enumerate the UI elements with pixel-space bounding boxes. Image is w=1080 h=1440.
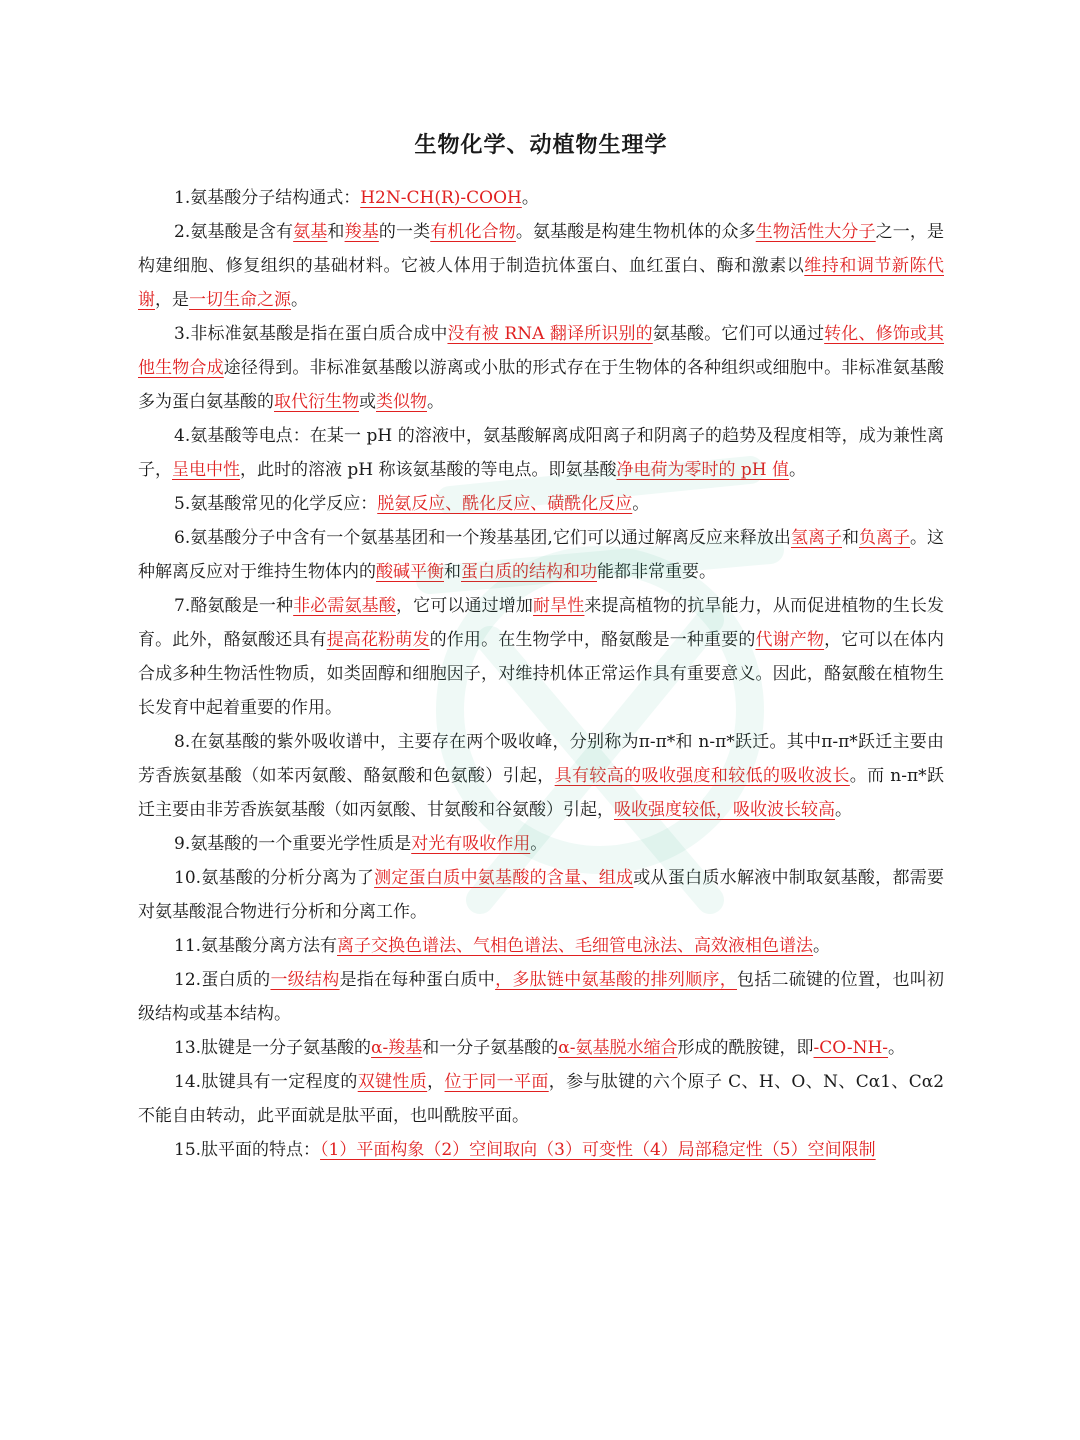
item-number: 7. [174,596,191,616]
item-text: 。 [427,392,444,412]
item-number: 3. [174,324,191,344]
item-number: 4. [174,426,191,446]
highlighted-answer: 净电荷为零时的 pH 值 [616,460,790,480]
item-text: 肽键是一分子氨基酸的 [201,1038,372,1058]
item-number: 8. [174,732,191,752]
item-text: ，它可以在体内合成多种生物活性物质，如类固醇和细胞因子，对维持机体正常运作具有重要意义。因此，酪氨酸在植物生长发育中起着重要的作用。 [138,630,945,718]
item-text: 形成的酰胺键，即 [677,1038,814,1058]
item-text: 氨基酸。它们可以通过 [652,324,825,344]
item-number: 9. [174,834,191,854]
item-text: 。 [521,188,539,208]
item-text: 肽键具有一定程度的 [201,1072,358,1092]
item-text: 和 [841,528,859,548]
highlighted-answer: 耐旱性 [533,596,585,616]
document-page [138,128,944,1167]
highlighted-answer: 提高花粉萌发 [326,630,430,650]
item-text: ，是 [155,290,189,310]
item-text: 。 [835,800,852,820]
list-item [138,521,944,589]
list-item [138,215,944,317]
list-item [138,419,944,487]
highlighted-answer: 一切生命之源 [189,290,291,310]
highlighted-answer: 负离子 [858,528,911,548]
item-text: 是指在每种蛋白质中 [339,970,496,990]
highlighted-answer: 呈电中性 [172,460,240,480]
highlighted-answer: H2N-CH(R)-COOH [360,188,522,208]
item-text: 非标准氨基酸是指在蛋白质合成中 [190,324,448,344]
list-item [138,1031,944,1065]
list-item [138,589,944,725]
highlighted-answer: 脱氨反应、酰化反应、磺酰化反应 [377,494,633,514]
document-title: 生物化学、动植物生理学 [414,132,668,158]
item-text: ，参与肽键的六个原子 C、H、O、N、Cα1、Cα2 不能自由转动，此平面就是肽平面，也叫酰胺平面。 [138,1072,945,1126]
item-text: 包括二硫键的位置，也叫初级结构或基本结构。 [138,970,945,1024]
item-text: 来提高植物的抗旱能力，从而促进植物的生长发育。此外，酪氨酸还具有 [138,596,945,650]
list-item [138,929,944,963]
highlighted-answer: 蛋白质的结构和功 [461,562,597,582]
highlighted-answer: 转化、修饰或其他生物合成 [138,324,945,378]
item-number: 14. [174,1072,202,1092]
item-text: 的一类 [378,222,431,242]
item-text: 氨基酸的分析分离为了 [201,868,375,888]
highlighted-answer: ，多肽链中氨基酸的排列顺序， [495,970,737,990]
list-item [138,1065,944,1133]
item-text: 。而 n-π*跃迁主要由非芳香族氨基酸（如丙氨酸、甘氨酸和谷氨酸）引起， [138,766,945,820]
item-text: 。 [888,1038,906,1058]
highlighted-answer: 酸碱平衡 [376,562,444,582]
item-text: 能都非常重要。 [597,562,716,582]
item-text: 酪氨酸是一种 [190,596,294,616]
highlighted-answer: 羧基 [344,222,379,242]
item-text: 氨基酸等电点：在某一 pH 的溶液中，氨基酸解离成阳离子和阴离子的趋势及程度相等，成为兼性离子， [138,426,944,480]
highlighted-answer: -CO-NH- [813,1038,889,1058]
item-text: 。 [789,460,807,480]
item-number: 5. [174,494,191,514]
highlighted-answer: 位于同一平面 [444,1072,549,1092]
item-text: 或 [359,392,376,412]
list-item [138,487,944,521]
list-item [138,963,944,1031]
item-text: 在氨基酸的紫外吸收谱中，主要存在两个吸收峰，分别称为π-π*和 n-π*跃迁。其中π-π*跃迁主要由芳香族氨基酸（如苯丙氨酸、酪氨酸和色氨酸）引起， [138,732,944,786]
item-list [138,181,944,1167]
item-text: 氨基酸的一个重要光学性质是 [190,834,412,854]
item-text: 氨基酸分子中含有一个氨基基团和一个羧基基团,它们可以通过解离反应来释放出 [190,528,791,548]
item-number: 6. [174,528,191,548]
item-number: 1. [174,188,191,208]
item-text: 蛋白质的 [201,970,271,990]
item-text: 氨基酸分离方法有 [201,936,338,956]
list-item [138,317,944,419]
highlighted-answer: 吸收强度较低，吸收波长较高 [614,800,835,820]
item-text: 肽平面的特点： [201,1140,321,1160]
highlighted-answer: 类似物 [376,392,427,412]
item-text: 氨基酸常见的化学反应： [190,494,378,514]
highlighted-answer: 生物活性大分子 [755,222,876,242]
item-text: 之一，是构建细胞、修复组织的基础材料。它被人体用于制造抗体蛋白、血红蛋白、酶和激素以 [138,222,945,276]
highlighted-answer: 具有较高的吸收强度和较低的吸收波长 [554,766,850,786]
highlighted-answer: 一级结构 [270,970,340,990]
item-text: 。这种解离反应对于维持生物体内的 [138,528,945,582]
item-text: ，此时的溶液 pH 称该氨基酸的等电点。即氨基酸 [240,460,617,480]
highlighted-answer: 测定蛋白质中氨基酸的含量、组成 [374,868,634,888]
highlighted-answer: （1）平面构象（2）空间取向（3）可变性（4）局部稳定性（5）空间限制 [320,1140,876,1160]
highlighted-answer: 双键性质 [357,1072,428,1092]
highlighted-answer: α-氨基脱水缩合 [558,1038,678,1058]
item-text: 氨基酸是含有 [190,222,294,242]
item-text: 和 [327,222,345,242]
highlighted-answer: 代谢产物 [755,630,825,650]
item-number: 12. [174,970,202,990]
highlighted-answer: 离子交换色谱法、气相色谱法、毛细管电泳法、高效液相色谱法 [337,936,814,956]
list-item [138,827,944,861]
item-number: 11. [174,936,202,956]
item-text: 。 [291,290,308,310]
highlighted-answer: α-羧基 [371,1038,423,1058]
list-item [138,1133,944,1167]
highlighted-answer: 非必需氨基酸 [293,596,396,616]
highlighted-answer: 没有被 RNA 翻译所识别的 [447,324,653,344]
highlighted-answer: 对光有吸收作用 [411,834,531,854]
item-text: 和一分子氨基酸的 [422,1038,559,1058]
highlighted-answer: 氨基 [293,222,328,242]
list-item [138,861,944,929]
highlighted-answer: 取代衍生物 [274,392,359,412]
item-text: 。 [813,936,831,956]
item-text: 氨基酸分子结构通式： [190,188,361,208]
item-number: 10. [174,868,202,888]
item-text: 。 [632,494,650,514]
list-item [138,725,944,827]
item-text: 的作用。在生物学中，酪氨酸是一种重要的 [429,630,756,650]
item-text: 。 [530,834,548,854]
item-text: ， [427,1072,445,1092]
item-text: 途径得到。非标准氨基酸以游离或小肽的形式存在于生物体的各种组织或细胞中。非标准氨基酸多为蛋白氨基酸的 [138,358,945,412]
item-text: 。氨基酸是构建生物机体的众多 [515,222,756,242]
item-number: 15. [174,1140,202,1160]
item-text: 和 [444,562,461,582]
highlighted-answer: 有机化合物 [430,222,516,242]
highlighted-answer: 氢离子 [790,528,842,548]
item-number: 13. [174,1038,202,1058]
list-item [138,181,944,215]
item-text: ，它可以通过增加 [395,596,534,616]
item-text: 或从蛋白质水解液中制取氨基酸，都需要对氨基酸混合物进行分析和分离工作。 [138,868,945,922]
item-number: 2. [174,222,191,242]
highlighted-answer: 维持和调节新陈代谢 [138,256,944,310]
